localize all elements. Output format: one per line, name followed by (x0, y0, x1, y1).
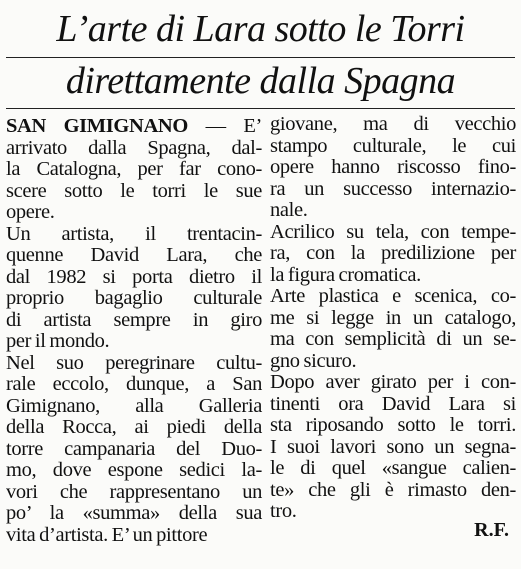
text-line: quenne David Lara, che (6, 244, 262, 266)
headline (0, 6, 521, 104)
text-line: gno sicuro. (270, 349, 357, 372)
text-line: arrivato dalla Spagna, dal- (6, 136, 262, 159)
text-line: SAN GIMIGNANO — E’ (6, 115, 263, 137)
article-column-right (270, 114, 516, 523)
headline-line-1: L’arte di Lara sotto le Torri (56, 8, 465, 50)
text-line: Gimignano, alla Galleria (6, 394, 262, 417)
author-signature: R.F. (474, 519, 509, 541)
text-line: rale eccolo, dunque, a San (6, 373, 262, 395)
text-line: me si legge in un catalogo, (270, 306, 516, 329)
text-line: po’ la «summa» della sua (6, 502, 262, 524)
text-line: della Rocca, ai piedi della (6, 416, 262, 438)
headline-divider-top (6, 57, 515, 58)
text-line: dal 1982 si porta dietro il (6, 265, 262, 288)
headline-divider-bottom (6, 108, 515, 109)
text-line: vita d’artista. E’ un pittore (6, 523, 208, 546)
text-line: torre campanaria del Duo- (6, 437, 262, 460)
text-line: opere. (6, 201, 55, 223)
text-line: Acrilico su tela, con tempe- (270, 220, 516, 243)
text-line: giovane, ma di vecchio (270, 113, 516, 135)
text-line: la figura cromatica. (270, 263, 421, 286)
paragraph (270, 286, 516, 372)
text-line: la Catalogna, per far cono- (6, 158, 262, 180)
text-line: tinenti ora David Lara si (270, 392, 516, 415)
text-line: Arte plastica e scenica, co- (270, 285, 516, 307)
headline-line-2: direttamente dalla Spagna (65, 60, 456, 102)
text-line: mo, dove espone sedici la- (6, 459, 262, 481)
text-line: Nel suo peregrinare cultu- (6, 351, 262, 374)
text-line: Un artista, il trentacin- (6, 222, 262, 245)
paragraph (6, 116, 262, 224)
text-line: per il mondo. (6, 330, 110, 352)
text-line: nale. (270, 199, 308, 221)
text-line: vori che rappresentano un (6, 480, 262, 503)
text-line: sta riposando sotto le torri. (270, 414, 516, 436)
text-line: te» che gli è rimasto den- (270, 478, 516, 501)
text-line: tro. (270, 500, 297, 522)
text-line: ma con semplicità di un se- (270, 328, 516, 350)
text-line: di artista sempre in giro (6, 308, 262, 331)
text-line: opere hanno riscosso fino- (270, 156, 516, 178)
paragraph (270, 222, 516, 287)
text-line: scere sotto le torri le sue (6, 179, 262, 202)
paragraph (6, 353, 262, 547)
text-line: le di quel «sangue calien- (270, 457, 516, 479)
paragraph (270, 372, 516, 523)
text-line: ra, con la predilizione per (270, 242, 516, 264)
paragraph (6, 224, 262, 353)
article-column-left (6, 116, 262, 546)
paragraph (270, 114, 516, 222)
text-line: ra un successo internazio- (270, 177, 516, 200)
text-line: stampo culturale, le cui (270, 134, 516, 157)
text-line: I suoi lavori sono un segna- (270, 435, 516, 458)
text-line: proprio bagaglio culturale (6, 287, 262, 309)
text-line: Dopo aver girato per i con- (270, 371, 516, 393)
